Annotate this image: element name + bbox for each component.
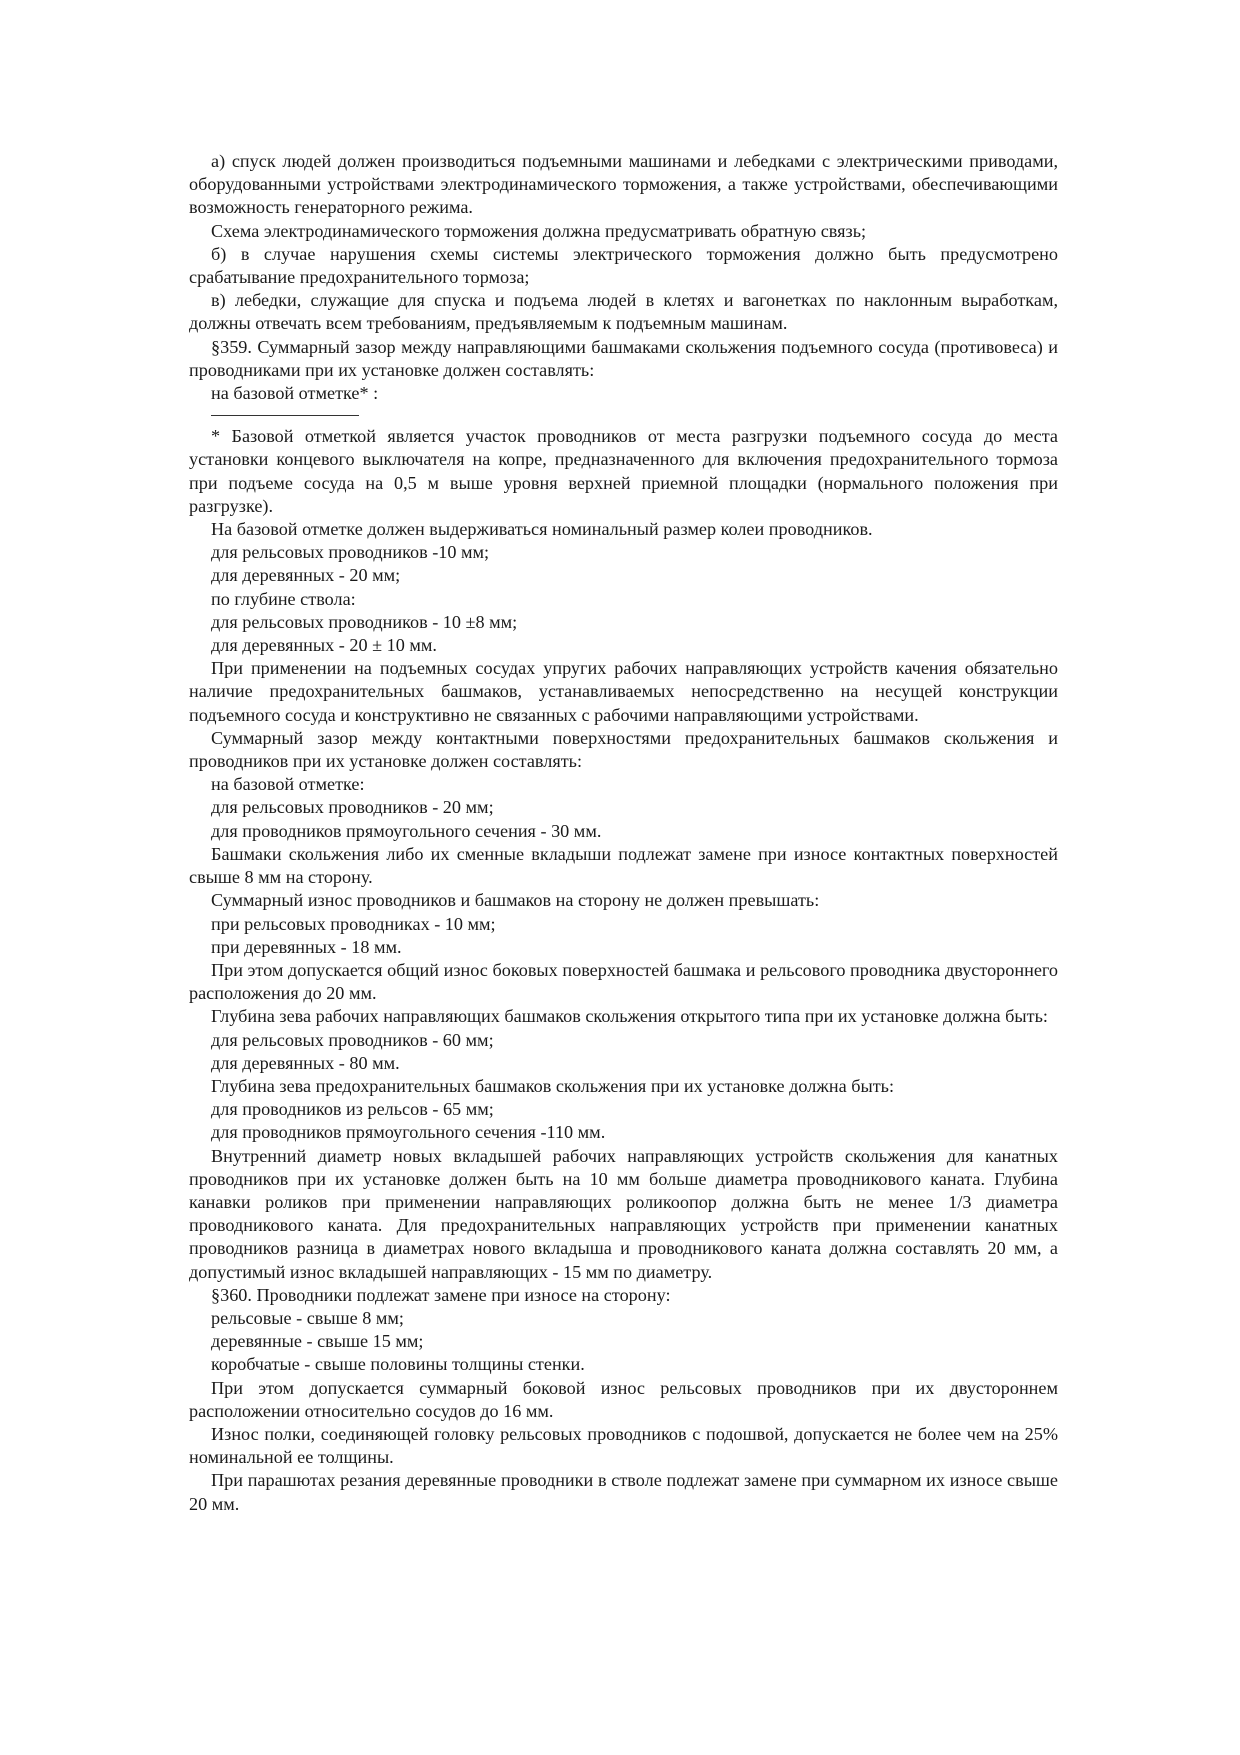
paragraph: При применении на подъемных сосудах упругих рабочих направляющих устройств качения обязательно наличие предохранительных башмаков, устанавливаемых непосредственно на несущей конструкции подъемного сосуда и конструктивно не связанных с рабочими направляющими устройствами.	[189, 658, 1058, 725]
list-item: деревянные - свыше 15 мм;	[211, 1331, 424, 1352]
paragraph: по глубине ствола:	[211, 588, 356, 609]
list-item: при деревянных - 18 мм.	[211, 936, 402, 957]
paragraph: Суммарный износ проводников и башмаков на сторону не должен превышать:	[211, 890, 820, 911]
list-item: для деревянных - 20 ± 10 мм.	[211, 635, 437, 656]
paragraph: Схема электродинамического торможения должна предусматривать обратную связь;	[211, 220, 867, 241]
list-item: для рельсовых проводников -10 мм;	[211, 542, 490, 563]
list-item: для рельсовых проводников - 10 ±8 мм;	[211, 611, 518, 632]
paragraph: При этом допускается суммарный боковой износ рельсовых проводников при их двустороннем расположении относительно сосудов до 16 мм.	[189, 1377, 1058, 1421]
list-item: коробчатые - свыше половины толщины стенки.	[211, 1354, 585, 1375]
paragraph: Суммарный зазор между контактными поверхностями предохранительных башмаков скольжения и проводников при их установке должен составлять:	[189, 727, 1058, 772]
paragraph: На базовой отметке должен выдерживаться номинальный размер колеи проводников.	[211, 519, 873, 540]
paragraph: Износ полки, соединяющей головку рельсовых проводников с подошвой, допускается не более чем на 25% номинальной ее толщины.	[189, 1423, 1058, 1468]
list-item: для проводников прямоугольного сечения -110 мм.	[211, 1122, 606, 1143]
list-item: при рельсовых проводниках - 10 мм;	[211, 913, 496, 934]
paragraph: Глубина зева рабочих направляющих башмаков скольжения открытого типа при их установке должна быть:	[211, 1006, 1048, 1027]
paragraph: При парашютах резания деревянные проводники в стволе подлежат замене при суммарном их износе свыше 20 мм.	[189, 1470, 1058, 1514]
list-item: рельсовые - свыше 8 мм;	[211, 1307, 404, 1328]
list-item: для проводников из рельсов - 65 мм;	[211, 1099, 494, 1120]
footnote: * Базовой отметкой является участок проводников от места разгрузки подъемного сосуда до места установки концевого выключателя на копре, предназначенного для включения предохранительного тормоза при подъеме сосуда на 0,5 м выше уровня верхней приемной площадки (нормального положения при разгрузке).	[189, 426, 1058, 516]
list-item: для рельсовых проводников - 20 мм;	[211, 797, 494, 818]
paragraph: Глубина зева предохранительных башмаков скольжения при их установке должна быть:	[211, 1075, 894, 1096]
paragraph: Внутренний диаметр новых вкладышей рабочих направляющих устройств скольжения для канатных проводников при их установке должен быть на 10 мм больше диаметра проводникового каната. Глубина канавки роликов при применении направляющих роликоопор должна быть не менее 1/3 диаметра проводникового каната. Для предохранительных направляющих устройств при применении канатных проводников разница в диаметрах нового вкладыша и проводникового каната должна составлять 20 мм, а допустимый износ вкладышей направляющих - 15 мм по диаметру.	[189, 1145, 1058, 1282]
paragraph: Башмаки скольжения либо их сменные вкладыши подлежат замене при износе контактных поверхностей свыше 8 мм на сторону.	[189, 843, 1058, 888]
paragraph: на базовой отметке:	[211, 774, 365, 795]
paragraph: на базовой отметке* :	[211, 383, 379, 404]
paragraph: При этом допускается общий износ боковых поверхностей башмака и рельсового проводника двустороннего расположения до 20 мм.	[189, 959, 1058, 1004]
paragraph: б) в случае нарушения схемы системы электрического торможения должно быть предусмотрено срабатывание предохранительного тормоза;	[189, 243, 1058, 288]
document-page	[189, 150, 1058, 1516]
list-item: для деревянных - 20 мм;	[211, 565, 401, 586]
paragraph-section-360: §360. Проводники подлежат замене при износе на сторону:	[211, 1284, 671, 1305]
list-item: для деревянных - 80 мм.	[211, 1052, 400, 1073]
footnote-divider	[211, 415, 359, 417]
list-item: для проводников прямоугольного сечения - 30 мм.	[211, 820, 602, 841]
list-item: для рельсовых проводников - 60 мм;	[211, 1029, 494, 1050]
paragraph: в) лебедки, служащие для спуска и подъема людей в клетях и вагонетках по наклонным выработкам, должны отвечать всем требованиям, предъявляемым к подъемным машинам.	[189, 290, 1058, 334]
paragraph-section-359: §359. Суммарный зазор между направляющими башмаками скольжения подъемного сосуда (противовеса) и проводниками при их установке должен составлять:	[189, 336, 1058, 380]
paragraph: а) спуск людей должен производиться подъемными машинами и лебедками с электрическими приводами, оборудованными устройствами электродинамического торможения, а также устройствами, обеспечивающими возможность генераторного режима.	[189, 151, 1058, 218]
